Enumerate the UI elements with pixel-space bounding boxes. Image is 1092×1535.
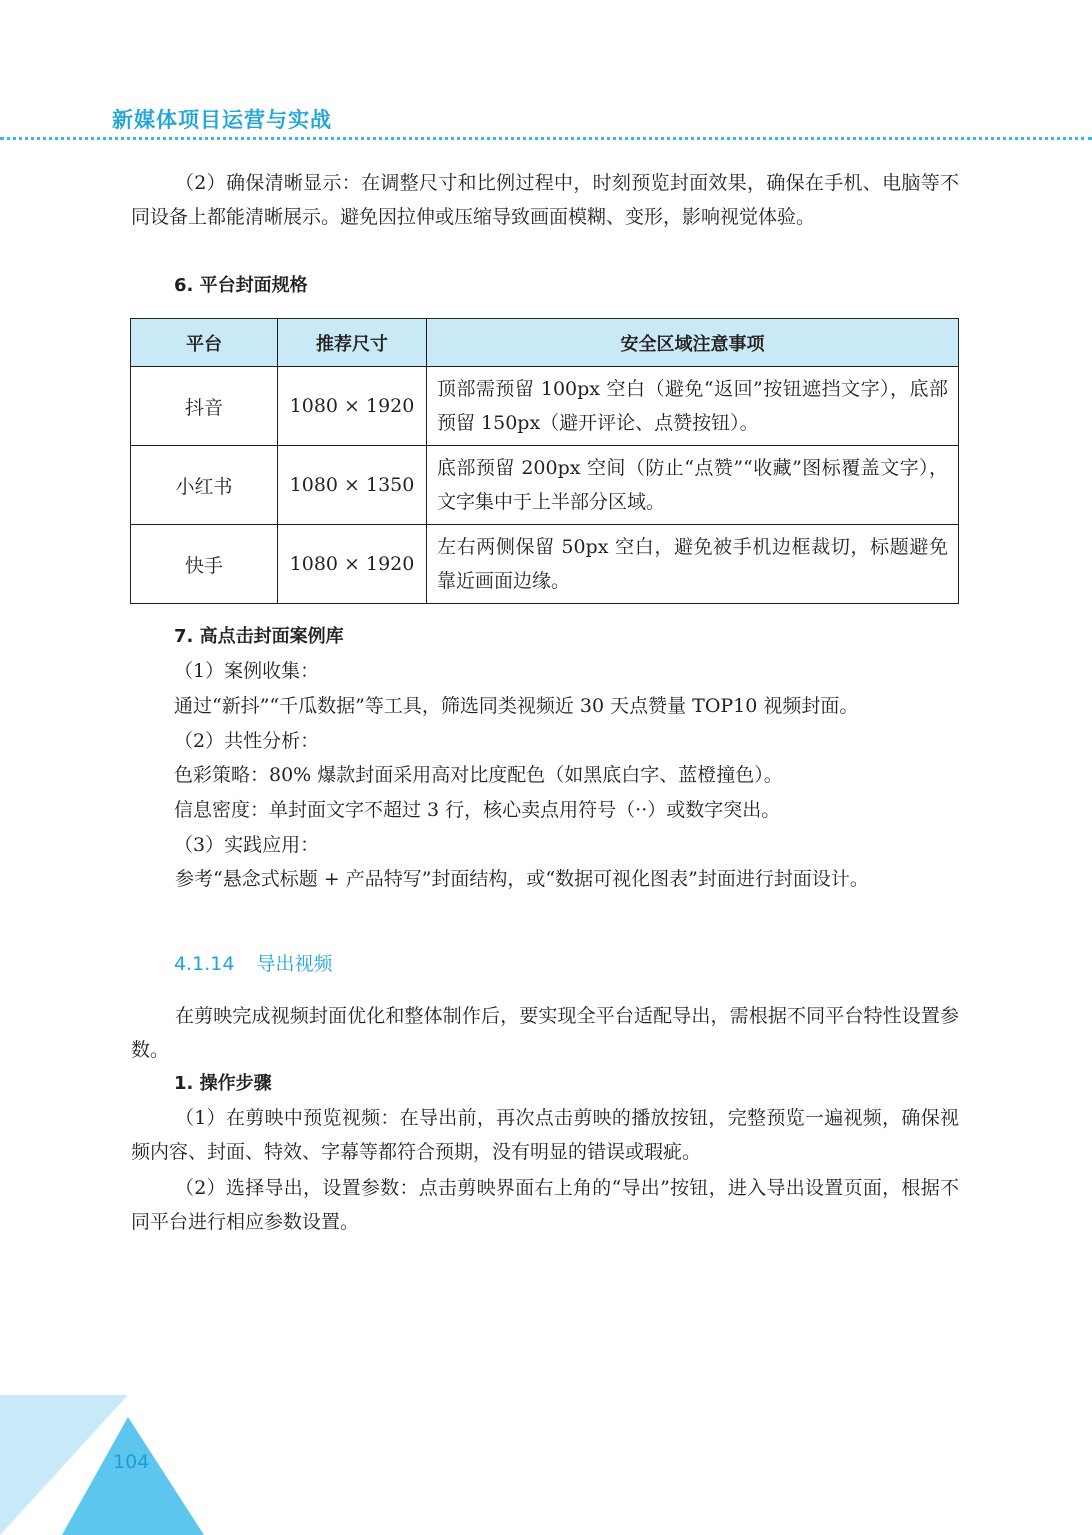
cell-note: 左右两侧保留 50px 空白，避免被手机边框裁切，标题避免靠近画面边缘。 — [427, 525, 959, 604]
cell-size: 1080 × 1920 — [278, 367, 427, 446]
item-case-collection-title: （1）案例收集： — [174, 660, 320, 682]
book-title: 新媒体项目运营与实战 — [112, 108, 332, 132]
cell-platform: 小红书 — [131, 446, 278, 525]
platform-spec-table — [130, 318, 959, 604]
paragraph-export-intro: 在剪映完成视频封面优化和整体制作后，要实现全平台适配导出，需根据不同平台特性设置参数。 — [131, 1005, 959, 1061]
header-dotted-rule — [0, 137, 1092, 140]
col-header-safe-area: 安全区域注意事项 — [427, 319, 959, 367]
corner-triangle-decoration — [0, 1395, 210, 1535]
table-row — [131, 446, 959, 525]
heading-case-library: 7. 高点击封面案例库 — [174, 626, 344, 647]
table-row — [131, 525, 959, 604]
item-info-density: 信息密度：单封面文字不超过 3 行，核心卖点用符号（··）或数字突出。 — [174, 799, 781, 821]
item-case-collection-text: 通过“新抖”“千瓜数据”等工具，筛选同类视频近 30 天点赞量 TOP10 视频封面。 — [174, 695, 859, 717]
item-common-analysis-title: （2）共性分析： — [174, 730, 320, 752]
paragraph-step-preview: （1）在剪映中预览视频：在导出前，再次点击剪映的播放按钮，完整预览一遍视频，确保视频内容、封面、特效、字幕等都符合预期，没有明显的错误或瑕疵。 — [131, 1107, 959, 1163]
section-title: 导出视频 — [256, 953, 333, 975]
paragraph-step-export: （2）选择导出，设置参数：点击剪映界面右上角的“导出”按钮，进入导出设置页面，根据不同平台进行相应参数设置。 — [131, 1177, 959, 1233]
cell-size: 1080 × 1350 — [278, 446, 427, 525]
heading-operation-steps: 1. 操作步骤 — [174, 1073, 272, 1094]
heading-platform-cover-spec: 6. 平台封面规格 — [174, 275, 308, 296]
item-color-strategy: 色彩策略：80% 爆款封面采用高对比度配色（如黑底白字、蓝橙撞色）。 — [174, 764, 783, 786]
page-number: 104 — [113, 1451, 150, 1473]
paragraph-clear-display: （2）确保清晰显示：在调整尺寸和比例过程中，时刻预览封面效果，确保在手机、电脑等不同设备上都能清晰展示。避免因拉伸或压缩导致画面模糊、变形，影响视觉体验。 — [131, 172, 959, 228]
cell-size: 1080 × 1920 — [278, 525, 427, 604]
paragraph-practice-text: 参考“悬念式标题 + 产品特写”封面结构，或“数据可视化图表”封面进行封面设计。 — [175, 868, 869, 890]
cell-note: 顶部需预留 100px 空白（避免“返回”按钮遮挡文字），底部预留 150px（避开评论、点赞按钮）。 — [427, 367, 959, 446]
col-header-platform: 平台 — [131, 319, 278, 367]
cell-platform: 快手 — [131, 525, 278, 604]
section-heading-export-video — [174, 948, 332, 980]
table-row — [131, 367, 959, 446]
item-practice-title: （3）实践应用： — [174, 834, 320, 856]
cell-note: 底部预留 200px 空间（防止“点赞”“收藏”图标覆盖文字），文字集中于上半部分区域。 — [427, 446, 959, 525]
cell-platform: 抖音 — [131, 367, 278, 446]
section-number: 4.1.14 — [174, 953, 235, 975]
col-header-size: 推荐尺寸 — [278, 319, 427, 367]
table-header-row — [131, 319, 959, 367]
